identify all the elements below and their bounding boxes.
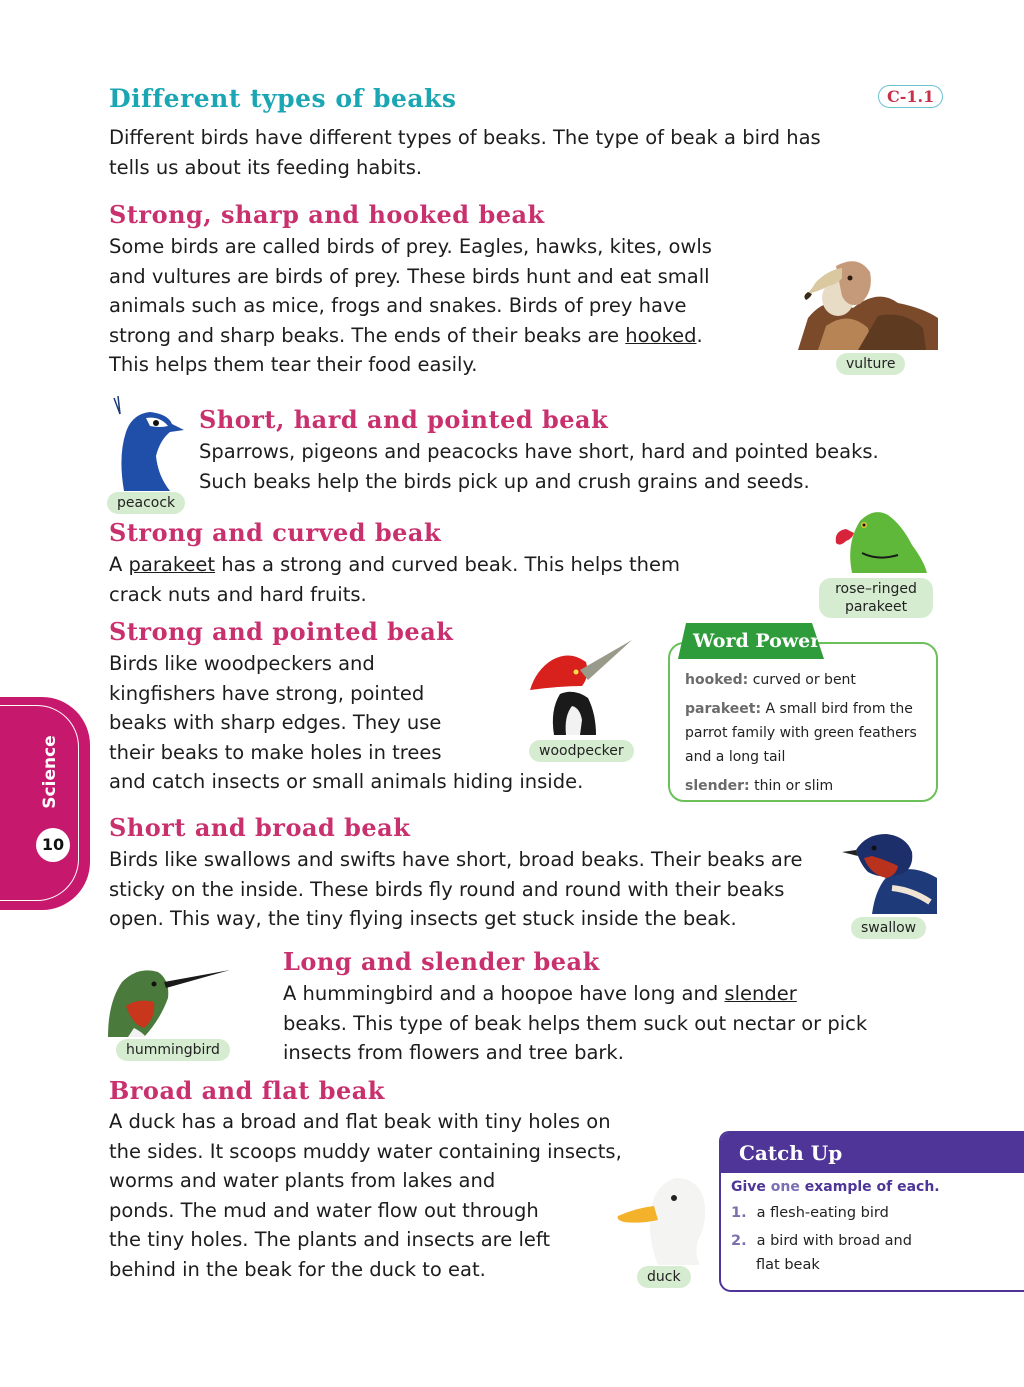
hooked-line-1: Some birds are called birds of prey. Eagles, hawks, kites, owls [109,235,712,258]
pointed-line-1: Birds like woodpeckers and [109,652,375,675]
heading-short-broad-beak: Short and broad beak [109,813,411,842]
term-parakeet[interactable]: parakeet [128,553,216,576]
hooked-line-2: and vultures are birds of prey. These birds hunt and eat small [109,264,710,288]
word-power-entries [685,668,935,798]
caption-peacock: peacock [107,492,185,514]
short-broad-paragraph [109,845,802,934]
term-slender[interactable]: slender [724,982,797,1005]
slender-line-1 [283,979,867,1009]
wp-def-parakeet-2: parrot family with green feathers [685,725,917,741]
caption-duck: duck [637,1266,691,1288]
short-broad-line-3: open. This way, the tiny flying insects get stuck inside the beak. [109,907,737,930]
intro-line-2: tells us about its feeding habits. [109,155,423,179]
flat-paragraph [109,1107,622,1284]
short-broad-line-2: sticky on the inside. These birds fly round and round with their beaks [109,877,785,901]
parakeet-image [832,503,927,573]
curved-paragraph [109,550,680,609]
wp-def-hooked: curved or bent [752,672,856,688]
slender-line-3: insects from flowers and tree bark. [283,1041,624,1064]
word-power-parakeet [685,697,935,769]
hooked-line-4-post: . [696,323,703,347]
pointed-line-2: kingfishers have strong, pointed [109,681,425,705]
flat-line-2: the sides. It scoops muddy water containing insects, [109,1139,622,1163]
page-number: 10 [41,835,65,854]
heading-pointed-beak: Strong and pointed beak [109,617,454,646]
cu-text-2: a bird with broad and [756,1233,912,1249]
heading-curved-beak: Strong and curved beak [109,518,442,547]
cu-q-post: example of each. [799,1179,940,1195]
term-hooked[interactable]: hooked [625,323,697,347]
slender-line-1-pre: A hummingbird and a hoopoe have long and [283,982,725,1005]
word-power-box [668,642,938,802]
short-broad-line-1: Birds like swallows and swifts have short, broad beaks. Their beaks are [109,848,803,871]
caption-parakeet-line-2: parakeet [844,599,908,615]
curved-line-1-post: has a strong and curved beak. This helps them [215,553,681,576]
flat-line-5: the tiny holes. The plants and insects are left [109,1228,551,1251]
caption-rose-ringed-parakeet [819,578,933,618]
heading-short-hard-beak: Short, hard and pointed beak [199,405,609,434]
hooked-line-4 [109,321,789,351]
hooked-paragraph [109,232,789,380]
word-power-hooked [685,668,935,692]
caption-parakeet-line-1: rose–ringed [835,581,917,597]
cu-q-word: one [770,1179,800,1195]
pointed-line-4: their beaks to make holes in trees [109,740,442,764]
hooked-line-3: animals such as mice, frogs and snakes. Birds of prey have [109,294,687,317]
catch-up-question [731,1179,1021,1195]
flat-line-6: behind in the beak for the duck to eat. [109,1257,486,1281]
heading-flat-beak: Broad and flat beak [109,1076,385,1105]
wp-def-parakeet-1: A small bird from the [765,701,913,717]
peacock-image [110,396,185,491]
wp-def-parakeet-3: and a long tail [685,749,786,765]
hummingbird-image [108,962,233,1037]
caption-swallow: swallow [851,917,926,939]
cu-text-1: a flesh-eating bird [756,1205,889,1221]
curved-line-1 [109,550,680,580]
word-power-title: Word Power [693,630,821,652]
duck-image [614,1170,712,1265]
vulture-image [798,248,938,350]
slender-line-2: beaks. This type of beak helps them suck out nectar or pick [283,1011,868,1035]
flat-line-4: ponds. The mud and water flow out through [109,1198,539,1222]
wp-term-hooked: hooked: [685,672,749,688]
swallow-image [842,828,937,914]
wp-term-slender: slender: [685,778,750,794]
pointed-line-5: and catch insects or small animals hiding inside. [109,770,584,793]
short-hard-paragraph [199,437,879,496]
short-hard-line-1: Sparrows, pigeons and peacocks have short, hard and pointed beaks. [199,440,879,463]
catch-up-item-2 [731,1229,1021,1253]
chapter-tag: C-1.1 [878,85,943,108]
intro-line-1: Different birds have different types of beaks. The type of beak a bird has [109,126,821,149]
caption-hummingbird: hummingbird [116,1039,230,1061]
curved-line-2: crack nuts and hard fruits. [109,582,367,606]
slender-paragraph [283,979,867,1068]
cu-num-1: 1. [731,1205,747,1221]
heading-hooked-beak: Strong, sharp and hooked beak [109,200,545,229]
hooked-line-4-pre: strong and sharp beaks. The ends of their beaks are [109,323,626,347]
pointed-paragraph [109,649,583,797]
caption-vulture: vulture [836,353,905,375]
heading-slender-beak: Long and slender beak [283,947,600,976]
page-number-badge [36,828,70,862]
catch-up-header [721,1133,1024,1173]
subject-text: Science [40,735,60,809]
hooked-line-5: This helps them tear their food easily. [109,353,478,376]
pointed-line-3: beaks with sharp edges. They use [109,711,442,734]
cu-num-2: 2. [731,1233,747,1249]
wp-def-slender: thin or slim [754,778,834,794]
flat-line-1: A duck has a broad and flat beak with tiny holes on [109,1110,611,1133]
page-title: Different types of beaks [109,84,457,113]
catch-up-item-2-cont: flat beak [756,1257,820,1273]
word-power-slender [685,774,935,798]
wp-parakeet-line-1 [685,697,935,721]
cu-q-pre: Give [731,1179,771,1195]
intro-text [109,123,821,182]
curved-line-1-pre: A [109,553,129,576]
catch-up-content [731,1179,1021,1277]
catch-up-box [719,1131,1024,1292]
short-hard-line-2: Such beaks help the birds pick up and crush grains and seeds. [199,469,810,493]
caption-woodpecker: woodpecker [529,740,634,762]
flat-line-3: worms and water plants from lakes and [109,1169,496,1192]
catch-up-item-1 [731,1201,1021,1225]
subject-label-wrap [40,732,64,812]
catch-up-title: Catch Up [739,1141,843,1165]
woodpecker-image [530,640,632,735]
wp-term-parakeet: parakeet: [685,701,762,717]
